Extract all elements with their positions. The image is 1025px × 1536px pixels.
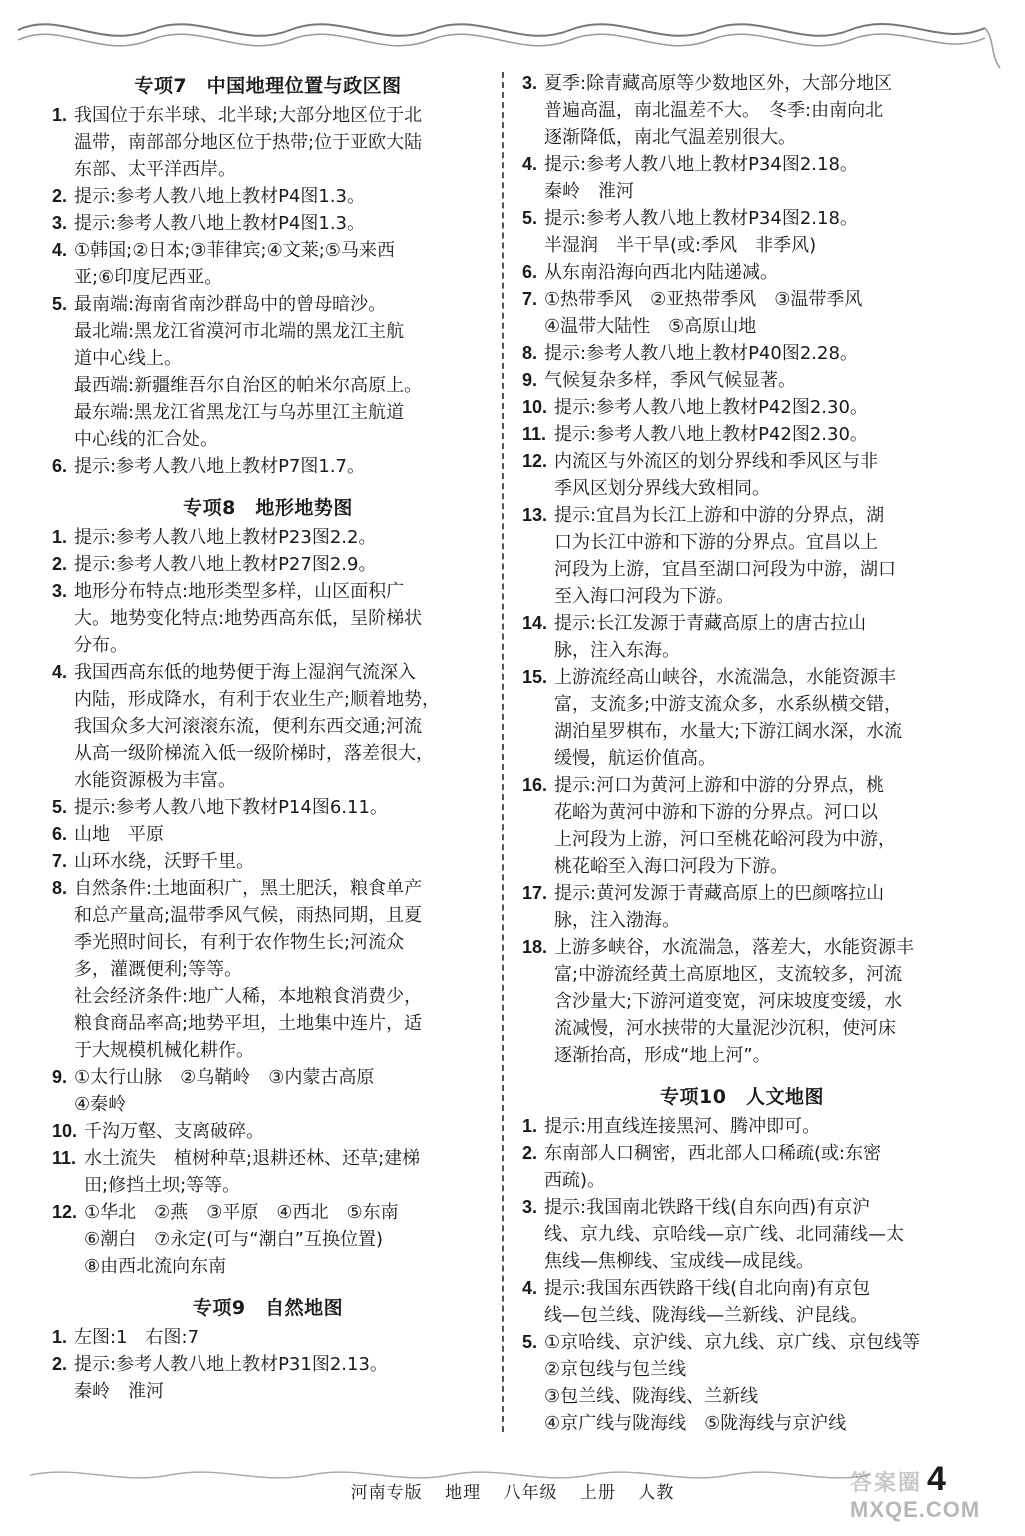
answer-number: 9. (522, 370, 538, 390)
answer-number: 4. (522, 154, 538, 174)
answer-text (74, 1324, 484, 1351)
answer-number: 3. (52, 581, 68, 601)
answer-item (522, 151, 962, 205)
answer-number: 1. (522, 1116, 538, 1136)
answer-line: ⑥潮白 ⑦永定(可与“潮白”互换位置) (84, 1229, 383, 1250)
answer-text (554, 448, 962, 502)
answer-line: 和总产量高;温带季风气候，雨热同期，且夏 (74, 905, 423, 926)
answer-number: 5. (52, 797, 68, 817)
section-title: 专项8 地形地势图 (183, 497, 353, 519)
answer-line: 最东端:黑龙江省黑龙江与乌苏里江主航道 (74, 402, 405, 423)
answer-item (52, 1351, 484, 1405)
answer-text (74, 848, 484, 875)
answer-line: 提示:参考人教八地上教材P23图2.2。 (74, 527, 377, 548)
answer-line: ④温带大陆性 ⑤高原山地 (544, 316, 757, 337)
answer-item (52, 578, 484, 659)
answer-number: 18. (522, 937, 548, 957)
answer-number: 10. (522, 397, 548, 417)
answer-line: 中心线的汇合处。 (74, 429, 218, 450)
answer-text (84, 1118, 484, 1145)
answer-item (522, 421, 962, 448)
answer-line: 道中心线上。 (74, 348, 182, 369)
answer-text (554, 421, 962, 448)
answer-line: 山地 平原 (74, 824, 164, 845)
answer-line: 缓慢，航运价值高。 (554, 748, 716, 769)
answer-number: 2. (52, 186, 68, 206)
answer-line: 提示:参考人教八地下教材P14图6.11。 (74, 797, 388, 818)
answer-text (544, 70, 962, 151)
answer-number: 17. (522, 883, 548, 903)
column-divider (502, 72, 504, 1432)
answer-item (522, 340, 962, 367)
answer-text (544, 286, 962, 340)
answer-line: ②京包线与包兰线 (544, 1359, 687, 1380)
answer-number: 14. (522, 613, 548, 633)
answer-number: 4. (52, 240, 68, 260)
footer-edition: 河南专版 (350, 1483, 423, 1503)
answer-item (52, 291, 484, 453)
answer-text (84, 1199, 484, 1280)
answer-item (52, 1118, 484, 1145)
answer-text (554, 880, 962, 934)
answer-line: 气候复杂多样，季风气候显著。 (544, 370, 796, 391)
footer-subject: 地理 (445, 1483, 482, 1503)
answer-number: 12. (52, 1202, 78, 1222)
answer-text (74, 578, 484, 659)
answer-line: 提示:我国南北铁路干线(自东向西)有京沪 (544, 1197, 871, 1218)
answer-item (522, 1275, 962, 1329)
answer-number: 16. (522, 775, 548, 795)
answer-text (544, 1113, 962, 1140)
answer-line: ①京哈线、京沪线、京九线、京广线、京包线等 (544, 1332, 921, 1353)
answer-line: 季光照时间长，有利于农作物生长;河流众 (74, 932, 405, 953)
answer-number: 3. (52, 213, 68, 233)
page-number: 4 (927, 1460, 946, 1498)
answer-text (544, 1329, 962, 1437)
answer-text (84, 1145, 484, 1199)
answer-item (522, 1329, 962, 1437)
answer-item (52, 821, 484, 848)
answer-line: 口为长江中游和下游的分界点。宜昌以上 (554, 532, 878, 553)
answer-text (544, 205, 962, 259)
answer-line: ①华北 ②燕 ③平原 ④西北 ⑤东南 (84, 1202, 399, 1223)
answer-item (522, 70, 962, 151)
answer-number: 3. (522, 73, 538, 93)
answer-line: 亚;⑥印度尼西亚。 (74, 267, 223, 288)
answer-text (74, 659, 484, 794)
answer-item (52, 1145, 484, 1199)
answer-line: 山环水绕，沃野千里。 (74, 851, 254, 872)
answer-line: 东部、太平洋西岸。 (74, 159, 236, 180)
answer-line: 提示:参考人教八地上教材P7图1.7。 (74, 456, 365, 477)
answer-line: 千沟万壑、支离破碎。 (84, 1121, 264, 1142)
answer-text (554, 502, 962, 610)
answer-text (554, 664, 962, 772)
answer-item (52, 659, 484, 794)
answer-line: 我国众多大河滚滚东流，便利东西交通;河流 (74, 716, 423, 737)
answer-text (74, 183, 484, 210)
answer-text (554, 610, 962, 664)
answer-line: 脉，注入渤海。 (554, 910, 680, 931)
answer-text (554, 772, 962, 880)
answer-line: 分布。 (74, 635, 128, 656)
answer-line: 提示:宜昌为长江上游和中游的分界点，湖 (554, 505, 885, 526)
answer-item (522, 502, 962, 610)
answer-number: 6. (52, 456, 68, 476)
answer-number: 7. (52, 851, 68, 871)
top-wave-border (0, 0, 1025, 70)
answer-item (52, 875, 484, 1064)
answer-item (52, 551, 484, 578)
answer-text (544, 340, 962, 367)
answer-number: 9. (52, 1067, 68, 1087)
answer-number: 8. (52, 878, 68, 898)
answer-text (74, 1064, 484, 1118)
answer-line: 提示:参考人教八地上教材P42图2.30。 (554, 424, 868, 445)
answer-line: 提示:河口为黄河上游和中游的分界点，桃 (554, 775, 885, 796)
answer-item (522, 1194, 962, 1275)
answer-number: 6. (52, 824, 68, 844)
answer-number: 6. (522, 262, 538, 282)
answer-line: 于大规模机械化耕作。 (74, 1040, 254, 1061)
answer-item (522, 259, 962, 286)
answer-line: 提示:参考人教八地上教材P27图2.9。 (74, 554, 377, 575)
answer-text (74, 102, 484, 183)
answer-line: 桃花峪至入海口河段为下游。 (554, 856, 788, 877)
right-column (522, 70, 962, 1437)
answer-line: 花峪为黄河中游和下游的分界点。河口以 (554, 802, 878, 823)
answer-line: 秦岭 淮河 (544, 181, 634, 202)
answer-item (52, 1324, 484, 1351)
answer-line: 提示:参考人教八地上教材P34图2.18。 (544, 154, 858, 175)
answer-item (522, 448, 962, 502)
answer-number: 5. (522, 208, 538, 228)
answer-line: 我国位于东半球、北半球;大部分地区位于北 (74, 105, 423, 126)
answer-line: 逐渐抬高，形成“地上河”。 (554, 1045, 771, 1066)
answer-item (52, 1064, 484, 1118)
answer-item (52, 794, 484, 821)
answer-line: 上游多峡谷，水流湍急，落差大，水能资源丰 (554, 937, 914, 958)
answer-item (522, 1140, 962, 1194)
left-column (52, 70, 484, 1405)
answer-item (522, 367, 962, 394)
answer-line: 富，支流多;中游支流众多，水系纵横交错， (554, 694, 903, 715)
answer-line: ③包兰线、陇海线、兰新线 (544, 1386, 759, 1407)
answer-line: 河段为上游，宜昌至湖口河段为中游，湖口 (554, 559, 896, 580)
answer-line: 提示:参考人教八地上教材P4图1.3。 (74, 213, 365, 234)
answer-line: ①太行山脉 ②乌鞘岭 ③内蒙古高原 (74, 1067, 375, 1088)
answer-line: 逐渐降低，南北气温差别很大。 (544, 127, 796, 148)
answer-number: 12. (522, 451, 548, 471)
answer-line: 半湿润 半干旱(或:季风 非季风) (544, 235, 817, 256)
answer-number: 4. (522, 1278, 538, 1298)
answer-line: 多，灌溉便利;等等。 (74, 959, 243, 980)
answer-item (522, 610, 962, 664)
answer-line: 秦岭 淮河 (74, 1381, 164, 1402)
answer-number: 5. (522, 1332, 538, 1352)
answer-text (554, 394, 962, 421)
answer-line: 地形分布特点:地形类型多样，山区面积广 (74, 581, 405, 602)
answer-line: 上游流经高山峡谷，水流湍急，水能资源丰 (554, 667, 896, 688)
answer-line: 至入海口河段为下游。 (554, 586, 734, 607)
answer-line: 水能资源极为丰富。 (74, 770, 236, 791)
answer-line: 线、京九线、京哈线—京广线、北同蒲线—太 (544, 1224, 904, 1245)
answer-line: 提示:参考人教八地上教材P31图2.13。 (74, 1354, 388, 1375)
answer-line: 从东南沿海向西北内陆递减。 (544, 262, 778, 283)
answer-line: 夏季:除青藏高原等少数地区外，大部分地区 (544, 73, 893, 94)
answer-line: 提示:参考人教八地上教材P40图2.28。 (544, 343, 858, 364)
answer-line: 左图:1 右图:7 (74, 1327, 200, 1348)
answer-line: 焦线—焦柳线、宝成线—成昆线。 (544, 1251, 814, 1272)
answer-text (74, 875, 484, 1064)
answer-line: 水土流失 植树种草;退耕还林、还草;建梯 (84, 1148, 421, 1169)
answer-line: 社会经济条件:地广人稀，本地粮食消费少， (74, 986, 423, 1007)
watermark (850, 1466, 1010, 1532)
answer-number: 4. (52, 662, 68, 682)
answer-text (544, 1140, 962, 1194)
answer-line: 从高一级阶梯流入低一级阶梯时，落差很大， (74, 743, 434, 764)
section-title: 专项10 人文地图 (660, 1086, 824, 1108)
answer-line: 提示:我国东西铁路干线(自北向南)有京包 (544, 1278, 871, 1299)
answer-line: 脉，注入东海。 (554, 640, 680, 661)
answer-number: 5. (52, 294, 68, 314)
answer-item (522, 772, 962, 880)
answer-line: 温带，南部部分地区位于热带;位于亚欧大陆 (74, 132, 423, 153)
answer-text (544, 151, 962, 205)
answer-text (544, 1275, 962, 1329)
answer-line: 提示:黄河发源于青藏高原上的巴颜喀拉山 (554, 883, 885, 904)
answer-line: 最北端:黑龙江省漠河市北端的黑龙江主航 (74, 321, 405, 342)
answer-text (74, 237, 484, 291)
answer-item (52, 237, 484, 291)
answer-number: 2. (522, 1143, 538, 1163)
answer-line: 流减慢，河水挟带的大量泥沙沉积，使河床 (554, 1018, 896, 1039)
answer-item (522, 664, 962, 772)
answer-number: 11. (522, 424, 547, 444)
section-title: 专项7 中国地理位置与政区图 (134, 75, 402, 97)
answer-line: 提示:参考人教八地上教材P42图2.30。 (554, 397, 868, 418)
answer-item (52, 453, 484, 480)
answer-line: 普遍高温，南北温差不大。 冬季:由南向北 (544, 100, 884, 121)
answer-text (544, 259, 962, 286)
answer-item (522, 205, 962, 259)
answer-line: 最南端:海南省南沙群岛中的曾母暗沙。 (74, 294, 387, 315)
answer-line: 东南部人口稠密，西北部人口稀疏(或:东密 (544, 1143, 882, 1164)
answer-line: ④京广线与陇海线 ⑤陇海线与京沪线 (544, 1413, 847, 1434)
answer-number: 1. (52, 105, 68, 125)
answer-line: ④秦岭 (74, 1094, 127, 1115)
answer-item (522, 394, 962, 421)
answer-line: 我国西高东低的地势便于海上湿润气流深入 (74, 662, 416, 683)
answer-number: 13. (522, 505, 548, 525)
answer-line: ⑧由西北流向东南 (84, 1256, 227, 1277)
answer-number: 1. (52, 527, 68, 547)
answer-line: 西疏)。 (544, 1170, 606, 1191)
answer-line: 上河段为上游，河口至桃花峪河段为中游， (554, 829, 896, 850)
answer-line: 内陆，形成降水，有利于农业生产;顺着地势， (74, 689, 441, 710)
answer-number: 8. (522, 343, 538, 363)
answer-number: 10. (52, 1121, 78, 1141)
answer-text (74, 821, 484, 848)
answer-line: ①热带季风 ②亚热带季风 ③温带季风 (544, 289, 863, 310)
answer-line: 线—包兰线、陇海线—兰新线、沪昆线。 (544, 1305, 868, 1326)
answer-line: 提示:参考人教八地上教材P4图1.3。 (74, 186, 365, 207)
answer-line: 提示:用直线连接黑河、腾冲即可。 (544, 1116, 821, 1137)
answer-item (52, 524, 484, 551)
watermark-logo: 答案圈 (850, 1470, 923, 1495)
answer-item (522, 286, 962, 340)
footer-publisher: 人教 (638, 1483, 675, 1503)
answer-line: 提示:长江发源于青藏高原上的唐古拉山 (554, 613, 867, 634)
answer-text (74, 524, 484, 551)
answer-item (52, 1199, 484, 1280)
answer-line: ①韩国;②日本;③菲律宾;④文莱;⑤马来西 (74, 240, 395, 261)
answer-line: 提示:参考人教八地上教材P34图2.18。 (544, 208, 858, 229)
answer-text (544, 367, 962, 394)
answer-line: 粮食商品率高;地势平坦，土地集中连片，适 (74, 1013, 423, 1034)
answer-item (522, 934, 962, 1069)
answer-line: 最西端:新疆维吾尔自治区的帕米尔高原上。 (74, 375, 423, 396)
answer-item (52, 102, 484, 183)
answer-line: 田;修挡土坝;等等。 (84, 1175, 241, 1196)
answer-text (74, 1351, 484, 1405)
answer-line: 富;中游流经黄土高原地区，支流较多，河流 (554, 964, 903, 985)
answer-line: 含沙量大;下游河道变宽，河床坡度变缓，水 (554, 991, 903, 1012)
answer-number: 3. (522, 1197, 538, 1217)
answer-line: 季风区划分界线大致相同。 (554, 478, 770, 499)
answer-text (74, 794, 484, 821)
section-title: 专项9 自然地图 (192, 1297, 344, 1319)
answer-text (74, 453, 484, 480)
answer-item (52, 210, 484, 237)
answer-item (522, 880, 962, 934)
answer-number: 7. (522, 289, 538, 309)
answer-text (74, 210, 484, 237)
answer-item (52, 183, 484, 210)
answer-text (74, 291, 484, 453)
answer-number: 2. (52, 1354, 68, 1374)
answer-number: 1. (52, 1327, 68, 1347)
answer-text (544, 1194, 962, 1275)
footer-volume: 上册 (579, 1483, 616, 1503)
answer-text (554, 934, 962, 1069)
answer-line: 湖泊星罗棋布，水量大;下游江阔水深，水流 (554, 721, 903, 742)
footer-grade: 八年级 (503, 1483, 558, 1503)
answer-line: 大。地势变化特点:地势西高东低，呈阶梯状 (74, 608, 423, 629)
answer-line: 自然条件:土地面积广，黑土肥沃，粮食单产 (74, 878, 423, 899)
watermark-url: MXQE.COM (850, 1497, 981, 1522)
answer-number: 11. (52, 1148, 77, 1168)
answer-number: 2. (52, 554, 68, 574)
answer-text (74, 551, 484, 578)
answer-number: 15. (522, 667, 548, 687)
answer-item (522, 1113, 962, 1140)
answer-line: 内流区与外流区的划分界线和季风区与非 (554, 451, 878, 472)
answer-item (52, 848, 484, 875)
